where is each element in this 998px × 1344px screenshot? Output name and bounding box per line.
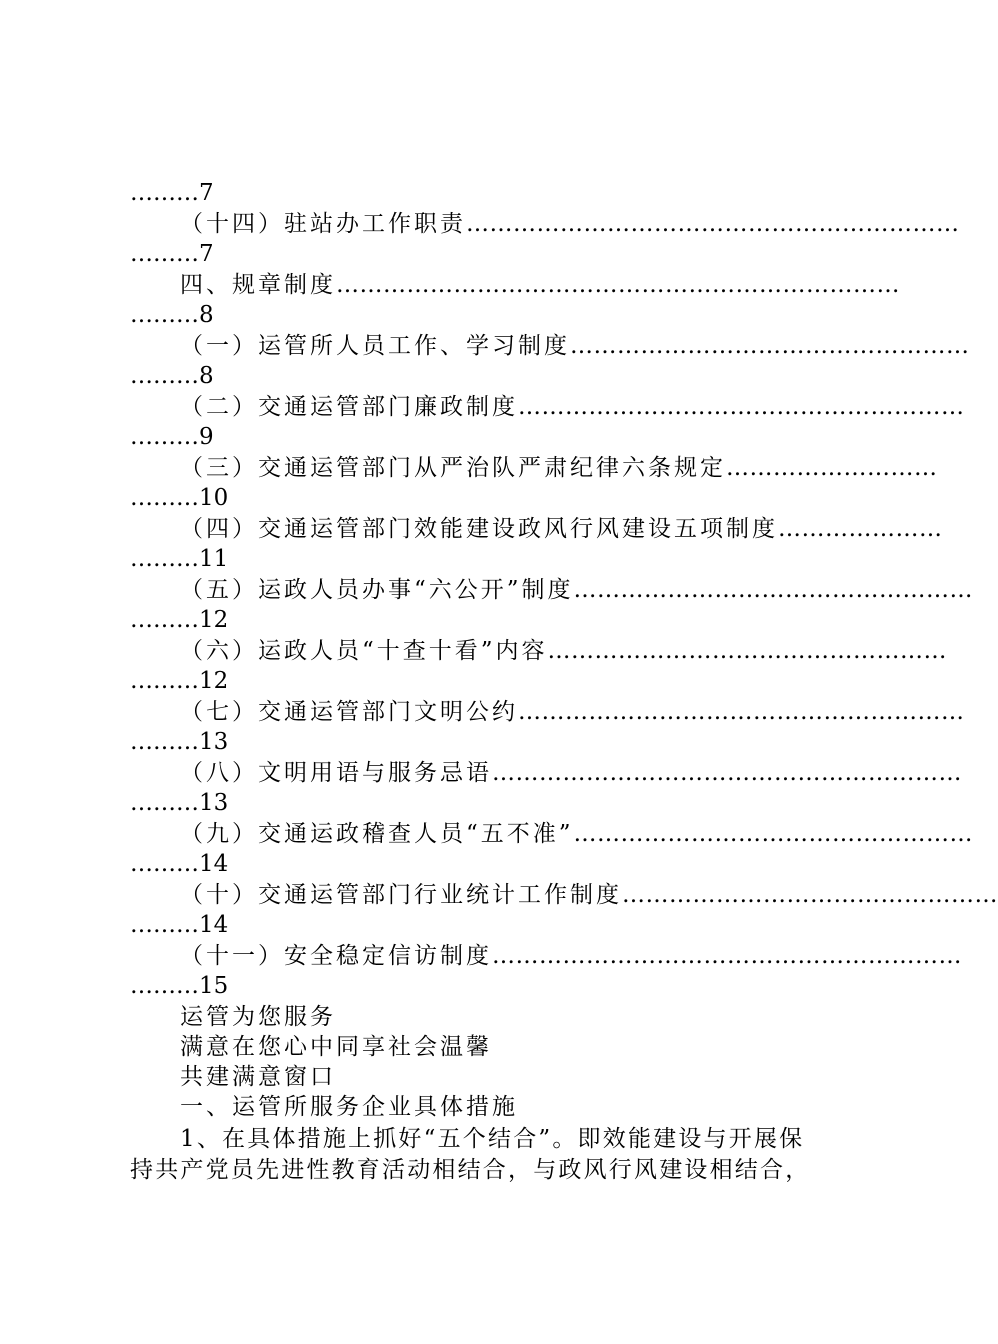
- toc-entry-title: （一）运管所人员工作、学习制度: [180, 333, 570, 359]
- body-line: 共建满意窗口: [180, 1064, 336, 1090]
- toc-continuation: ………8: [130, 302, 214, 328]
- toc-leader: ………………………: [726, 455, 938, 481]
- section-heading: 一、运管所服务企业具体措施: [180, 1094, 518, 1120]
- toc-continuation: ………14: [130, 851, 229, 877]
- toc-leader: …………………: [778, 516, 943, 542]
- paragraph-line: 持共产党员先进性教育活动相结合，与政风行风建设相结合，: [130, 1157, 811, 1183]
- toc-continuation: ………13: [130, 790, 229, 816]
- toc-entry-title: （三）交通运管部门从严治队严肃纪律六条规定: [180, 455, 726, 481]
- toc-entry: [180, 270, 900, 300]
- toc-entry: [180, 697, 965, 727]
- toc-leader: …………………………………………: [622, 882, 998, 908]
- toc-entry-title: （十）交通运管部门行业统计工作制度: [180, 882, 622, 908]
- toc-leader: ……………………………………………: [573, 577, 974, 603]
- toc-leader: …………………………………………………: [518, 699, 965, 725]
- toc-entry-title: （七）交通运管部门文明公约: [180, 699, 518, 725]
- toc-entry-title: （四）交通运管部门效能建设政风行风建设五项制度: [180, 516, 778, 542]
- toc-continuation: ………8: [130, 363, 214, 389]
- toc-continuation: ………14: [130, 912, 229, 938]
- toc-entry: [180, 392, 965, 422]
- paragraph-line: 1、在具体措施上抓好“五个结合”。即效能建设与开展保: [180, 1126, 805, 1152]
- toc-continuation: ………7: [130, 180, 214, 206]
- toc-entry-title: （十一）安全稳定信访制度: [180, 943, 492, 969]
- toc-leader: ……………………………………………: [547, 638, 948, 664]
- toc-leader: ………………………………………………………: [466, 211, 960, 237]
- toc-entry-title: （五）运政人员办事“六公开”制度: [180, 577, 574, 603]
- toc-leader: ……………………………………………………: [492, 760, 962, 786]
- toc-leader: …………………………………………………: [518, 394, 965, 420]
- toc-entry: [180, 514, 943, 544]
- toc-entry-title: （十四）驻站办工作职责: [180, 211, 466, 237]
- toc-entry: [180, 880, 998, 910]
- toc-entry: [180, 575, 974, 605]
- toc-leader: ……………………………………………: [573, 821, 974, 847]
- toc-continuation: ………10: [130, 485, 229, 511]
- toc-leader: ……………………………………………: [570, 333, 970, 359]
- toc-entry-title: （九）交通运政稽查人员“五不准”: [180, 821, 574, 847]
- body-line: 运管为您服务: [180, 1004, 336, 1030]
- toc-continuation: ………12: [130, 607, 229, 633]
- toc-entry-title: （八）文明用语与服务忌语: [180, 760, 492, 786]
- toc-leader: ……………………………………………………: [492, 943, 962, 969]
- toc-entry: [180, 453, 938, 483]
- toc-entry: [180, 819, 974, 849]
- toc-entry-title: （二）交通运管部门廉政制度: [180, 394, 518, 420]
- body-line: 满意在您心中同享社会温馨: [180, 1034, 492, 1060]
- toc-continuation: ………11: [130, 546, 229, 572]
- toc-entry: [180, 636, 948, 666]
- toc-entry: [180, 209, 960, 239]
- toc-entry-title: （六）运政人员“十查十看”内容: [180, 638, 548, 664]
- toc-leader: ………………………………………………………………: [336, 272, 900, 298]
- toc-continuation: ………15: [130, 973, 229, 999]
- toc-entry: [180, 941, 962, 971]
- toc-entry-title: 四、规章制度: [180, 272, 336, 298]
- toc-continuation: ………7: [130, 241, 214, 267]
- toc-continuation: ………13: [130, 729, 229, 755]
- toc-entry: [180, 758, 962, 788]
- toc-continuation: ………12: [130, 668, 229, 694]
- toc-continuation: ………9: [130, 424, 214, 450]
- toc-entry: [180, 331, 970, 361]
